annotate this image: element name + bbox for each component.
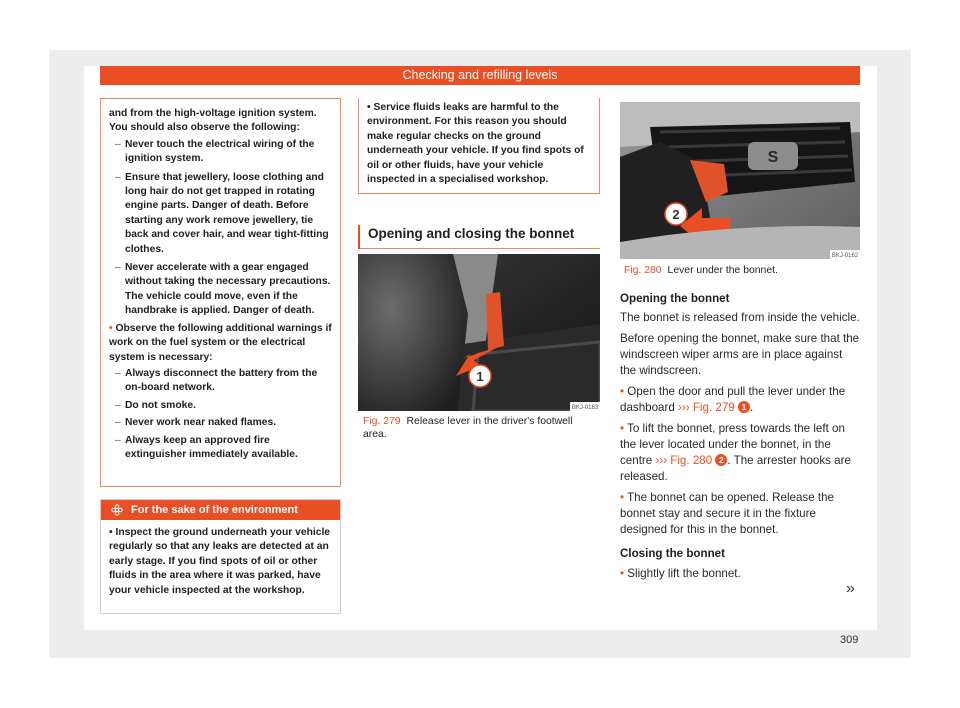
bullet-mark: • [620, 491, 625, 504]
opening-paragraph-2: Before opening the bonnet, make sure that the windscreen wiper arms are in place against the windscreen. [620, 332, 860, 377]
dash-mark: – [115, 262, 121, 274]
bullet-text: To lift the bonnet, press towards the left on the lever located under the bonnet, in the centre [620, 422, 845, 467]
fig280-marker: 2 [672, 207, 680, 222]
fig-279-link[interactable]: ››› Fig. 279 [678, 401, 735, 414]
environment-box [100, 499, 341, 614]
bullet-text: Slightly lift the bonnet. [627, 567, 741, 580]
environment-body [101, 520, 340, 604]
fig279-caption-text: Release lever in the driver's footwell area. [363, 416, 573, 440]
flower-icon [111, 504, 123, 516]
figure-280-image [620, 102, 860, 259]
callout-number: 2 [715, 454, 727, 466]
page-number: 309 [840, 634, 859, 646]
svg-text:S: S [767, 149, 779, 166]
warning-dash-item [109, 138, 332, 167]
warning-box-left [100, 98, 341, 487]
bullet-mark: • [367, 102, 371, 113]
callout-number: 1 [738, 401, 750, 413]
section-heading [358, 225, 600, 249]
dash-text: Do not smoke. [125, 399, 196, 411]
bullet-text: The bonnet can be opened. Release the bonnet stay and secure it in the fixture designed for this in the bonnet. [620, 491, 834, 536]
warning-intro: and from the high-voltage ignition system. You should also observe the following: [109, 108, 317, 134]
bullet-mark: • [620, 385, 625, 398]
bullet-text: Observe the following additional warnings if work on the fuel system or the electrical system is necessary: [109, 322, 332, 363]
heading-accent-bar [358, 225, 360, 249]
dash-mark: – [115, 417, 121, 429]
page-header: Checking and refilling levels [100, 66, 860, 85]
fig280-label: Fig. 280 [624, 265, 662, 276]
opening-bullet-3 [620, 490, 860, 538]
warning-bullet [109, 322, 332, 365]
bullet-mark: • [620, 422, 625, 435]
bullet-text-tail: . The arrester hooks are released. [620, 454, 851, 483]
warning-box-mid [358, 98, 600, 194]
bullet-mark: • [109, 322, 113, 334]
closing-heading: Closing the bonnet [620, 547, 725, 560]
dash-text: Never accelerate with a gear engaged without taking the necessary precautions. The vehicle could move, even if the handbrake is applied. Danger of death. [125, 262, 331, 317]
section-title: Opening and closing the bonnet [368, 226, 575, 241]
environment-header [101, 500, 340, 520]
opening-bullet-1: • Open the door and pull the lever under the dashboard ››› Fig. 279 1 . [620, 385, 846, 414]
dash-text: Never work near naked flames. [125, 417, 277, 429]
figure-279-caption [363, 415, 599, 441]
opening-bullet-2 [620, 421, 860, 485]
opening-paragraph-1: The bonnet is released from inside the vehicle. [620, 311, 860, 324]
fig-280-link[interactable]: ››› Fig. 280 [655, 454, 713, 467]
dash-text: Ensure that jewellery, loose clothing and long hair do not get trapped in rotating engine parts. Danger of death. Before starting any work remove jewellery, tie back and cover hair, and wear tight-fitting clothes. [125, 171, 329, 255]
environment-title: For the sake of the environment [131, 504, 298, 516]
warning-mid-bullet [367, 101, 591, 187]
dash-text: Always disconnect the battery from the on-board network. [125, 367, 318, 394]
fig279-label: Fig. 279 [363, 416, 401, 427]
fig279-marker: 1 [476, 369, 484, 384]
dash-mark: – [115, 138, 121, 150]
warning-mid-text: Service fluids leaks are harmful to the environment. For this reason you should make regular checks on the ground underneath your vehicle. If you find spots of oil or other fluids, have your vehicle inspected in a specialised workshop. [367, 102, 584, 186]
warning-dash-item [109, 434, 332, 463]
warning-dash-item [109, 171, 332, 257]
warning-dash-item [109, 399, 332, 413]
dash-text: Always keep an approved fire extinguisher immediately available. [125, 434, 298, 460]
fig280-caption-text: Lever under the bonnet. [667, 265, 778, 276]
environment-text: Inspect the ground underneath your vehicle regularly so that any leaks are detected at an early stage. If you find spots of oil or other fluids in the area where it was parked, have your vehicle inspected at the workshop. [109, 527, 331, 596]
dash-mark: – [115, 399, 121, 411]
opening-heading: Opening the bonnet [620, 292, 730, 305]
bullet-text: Open the door and pull the lever under the dashboard [620, 385, 846, 414]
footwell-illustration [358, 254, 600, 411]
bullet-mark: • [620, 567, 625, 580]
fig279-code: BKJ-0163 [571, 405, 599, 411]
bonnet-lever-illustration [620, 102, 860, 259]
warning-dash-item [109, 367, 332, 396]
dash-mark: – [115, 434, 121, 446]
fig280-code: BKJ-0162 [831, 253, 859, 259]
warning-dash-item [109, 416, 332, 430]
closing-bullet-1 [620, 566, 860, 582]
dash-mark: – [115, 171, 121, 183]
warning-dash-item [109, 261, 332, 319]
right-column [620, 291, 860, 587]
dash-text: Never touch the electrical wiring of the ignition system. [125, 138, 315, 165]
dash-mark: – [115, 367, 121, 379]
continue-mark: » [846, 580, 855, 597]
figure-280-caption [624, 264, 860, 277]
figure-279-image [358, 254, 600, 411]
bullet-mark: • [109, 527, 113, 538]
